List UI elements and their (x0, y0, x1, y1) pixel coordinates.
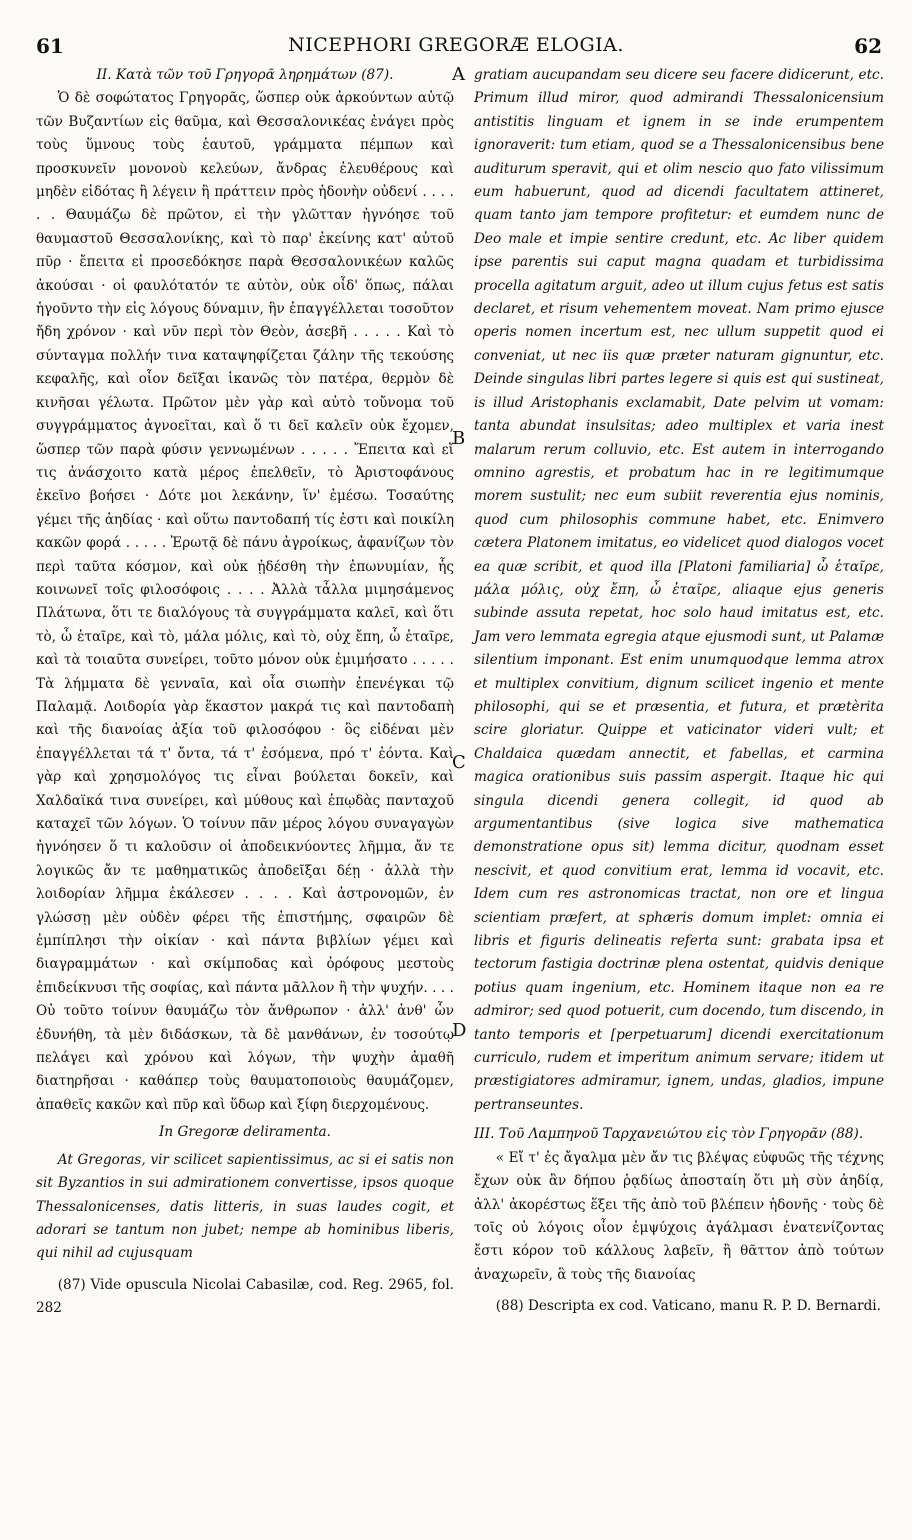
footnote-87: (87) Vide opuscula Nicolai Cabasilæ, cod. Reg. 2965, fol. 282 (36, 1276, 454, 1317)
page-number-left: 61 (36, 34, 64, 58)
margin-letter-a: A (452, 64, 465, 85)
section-heading-ii: II. Κατὰ τῶν τοῦ Γρηγορᾶ ληρημάτων (87). (96, 67, 394, 83)
margin-letter-c: C (452, 752, 466, 773)
greek-text-iii: « Εἴ τ' ἐς ἄγαλμα μὲν ἄν τις βλέψας εὐφυῶς τῆς τέχνης ἔχων οὐκ ἂν δήπου ῥᾳδίως ἀποσταίη ὅτι μὴ σὺν ἀηδίᾳ, ἀλλ' ἀκορέστως ἕξει τῆς ἀπὸ τοῦ βλέπειν ἡδονῆς · τοὺς δὲ τοῖς οὐ λόγοις οἷον ἐμψύχοις ἀγάλμασι ἐνατενίζοντας ἔστι κόρον τοῦ κάλλους λαβεῖν, ἢ θᾶττον ἀπὸ τούτων ἀναχωρεῖν, ἃ τοὺς τῆς διανοίας (474, 1149, 884, 1283)
margin-letter-d: D (452, 1020, 467, 1041)
latin-text-left: At Gregoras, vir scilicet sapientissimus, ac si ei satis non sit Byzantios in sui admirationem convertisse, ipsos quoque Thessalonicenses, datis litteris, in suas laudes cogit, et adorari se tantum non jubet; nempe ab hominibus liberis, qui nihil ad cujusquam (36, 1151, 454, 1262)
right-column (474, 64, 884, 1319)
greek-text-ii: Ὁ δὲ σοφώτατος Γρηγορᾶς, ὥσπερ οὐκ ἀρκούντων αὐτῷ τῶν Βυζαντίων εἰς θαῦμα, καὶ Θεσσαλονικέας ἐνάγει πρὸς τοὺς ὕμνους τοὺς ἑαυτοῦ, γράμματα πέμπων καὶ προσκυνεῖν μονονοὺ κελεύων, ἄνδρας ἐλευθέρους καὶ μηδὲν εἰδότας ἢ λέγειν ἢ πράττειν πρὸς ἡδονὴν οὐδενί . . . . . . Θαυμάζω δὲ πρῶτον, εἰ τὴν γλῶτταν ἠγνόησε τοῦ θαυμαστοῦ Θεσσαλονίκης, καὶ τὸ παρ' ἐκείνης κατ' αὐτοῦ πῦρ · ἔπειτα εἰ προσεδόκησε παρὰ Θεσσαλονικέων καλῶς ἀκούσαι · οἱ φαυλότατόν τε αὐτὸν, οὐκ οἶδ' ὅπως, πάλαι ἡγοῦντο τὴν εἰς λόγους δύναμιν, ἣν ἐπαγγέλλεται τοσοῦτον ἤδη χρόνον · καὶ νῦν περὶ τὸν Θεὸν, ἀσεβῆ . . . . . Καὶ τὸ σύνταγμα πολλήν τινα καταψηφίζεται ζάλην τῆς τεκούσης κεφαλῆς, καὶ οἷον δεῖξαι ἱκανῶς τὸν πατέρα, θερμὸν δὲ κινῆσαι γέλωτα. Πρῶτον μὲν γὰρ καὶ αὐτὸ τοὔνομα τοῦ συγγράμματος ἀγνοεῖται, καὶ ὅ τι δεῖ καλεῖν οὐκ ἔχομεν, ὥσπερ τῶν παρὰ φύσιν γεννωμένων . . . . . Ἔπειτα καὶ εἴ τις ἀνάσχοιτο κατὰ μέρος ἐπελθεῖν, τὸ Ἀριστοφάνους ἐκεῖνο βοήσει · Δότε μοι λεκάνην, ἵν' ἐμέσω. Τοσαύτης γέμει τῆς ἀηδίας · καὶ οὕτω παντοδαπή τίς ἐστι καὶ ποικίλη κακῶν φορά . . . . . Ἐρωτᾷ δὲ πάνυ ἀγροίκως, ἀφανίζων τὸν περὶ ταῦτα κόσμον, καὶ οὐκ ᾐδέσθη τὴν ἐπωνυμίαν, ἧς κοινωνεῖ τοῖς φιλοσόφοις . . . . Ἀλλὰ τἆλλα μιμησάμενος Πλάτωνα, ὅτι τε διαλόγους τὰ συγγράμματα καλεῖ, καὶ ὅτι τὸ, ὦ ἑταῖρε, καὶ τὸ, μάλα μόλις, καὶ τὸ, οὐχ ἔπη, ὦ ἑταῖρε, καὶ τὰ τοιαῦτα συνείρει, τοῦτο μόνον οὐκ ἐμιμήσατο . . . . . Τὰ λήμματα δὲ γενναῖα, καὶ οἷα σιωπὴν ἐπενέγκαι τῷ Παλαμᾷ. Λοιδορία γὰρ ἕκαστον μακρά τις καὶ παντοδαπὴ καὶ τῆς διανοίας ἀξία τοῦ φιλοσόφου · ὃς εἰδέναι μὲν ἐπαγγέλλεται τά τ' ὄντα, τά τ' ἐσόμενα, πρό τ' ἐόντα. Καὶ γὰρ καὶ χρησμολόγος τις εἶναι βούλεται δοκεῖν, καὶ Χαλδαϊκά τινα συνείρει, καὶ μύθους καὶ ἐπῳδὰς πανταχοῦ καταχεῖ τῶν λόγων. Ὁ τοίνυν πᾶν μέρος λόγου συναγαγὼν ἠγνόησεν ὅ τι καλοῦσιν οἱ ἀποδεικνύοντες λῆμμα, ἄν τε λογικῶς ἄν τε μαθηματικῶς ἀποδεῖξαι δέῃ · ἀλλὰ τὴν λοιδορίαν λῆμμα ἐκάλεσεν . . . . Καὶ ἀστρονομῶν, ἐν γλώσσῃ μὲν οὐδὲν φέρει τῆς ἐπιστήμης, σφαιρῶν δὲ ἐμπίπλησι τὴν οἰκίαν · καὶ πάντα βιβλίων γέμει καὶ διαγραμμάτων · καὶ σκίμποδας καὶ ὀρόφους μεστοὺς ἐπιδείκνυσι τῆς σοφίας, καὶ πάντα μᾶλλον ἢ τὴν ψυχήν. . . . Οὐ τοῦτο τοίνυν θαυμάζω τὸν ἄνθρωπον · ἀλλ' ἀνθ' ὧν ἐδυνήθη, τὰ μὲν διδάσκων, τὰ δὲ μανθάνων, ἐν τοσούτῳ πελάγει καὶ χρόνου καὶ λόγων, τὴν ψυχὴν ἀμαθῆ διατηρῆσαι · καθάπερ τοὺς θαυματοποιοὺς θαυμάζομεν, ἀπαθεῖς κακῶν καὶ πῦρ καὶ ὕδωρ καὶ ξίφη διερχομένους. (36, 90, 454, 1113)
margin-letter-b: B (452, 428, 466, 449)
latin-text-right: gratiam aucupandam seu dicere seu facere didicerunt, etc. Primum illud miror, quod admirandi Thessalonicensium antistitis linguam et ignem in se inde erumpentem ignoraverit: tum etiam, quod se a Thessalonicensibus bene auditurum speravit, qui et olim nescio quo fato vilissimum eum habuerunt, quod ad dicendi facultatem attineret, quam tanto jam tempore profitetur: et eumdem nunc de Deo male et impie sentire credunt, etc. Ac liber quidem ipse parentis sui caput magna quadam et turbidissima procella agitatum arguit, adeo ut illum cujus fetus est satis declaret, et risum vehementem moveat. Nam primo ejusce operis nomen incertum est, nec ullum suppetit quod ei conveniat, ut nec iis quæ præter naturam gignuntur, etc. Deinde singulas libri partes legere si quis est qui sustineat, is illud Aristophanis exclamabit, Date pelvim ut vomam: tanta abundat insulsitas; adeo multiplex et varia inest malarum rerum colluvio, etc. Est autem in interrogando omnino agrestis, et probatum hac in re legitimumque morem sustulit; nec eum subiit reverentia ejus nominis, quod cum philosophis commune habet, etc. Enimvero cætera Platonem imitatus, eo videlicet quod dialogos vocet ea quæ scribit, et quod illa [Platoni familiaria] ὦ ἑταῖρε, μάλα μόλις, οὐχ ἔπη, ὦ ἑταῖρε, aliaque ejus generis subinde assuta repetat, hoc solo haud imitatus est, etc. Jam vero lemmata egregia atque ejusmodi sunt, ut Palamæ silentium imponant. Est enim unumquodque lemma atrox et multiplex convitium, dignum scilicet ingenio et mente philosophi, qui se et præsentia, et futura, et prætèrita scire gloriatur. Quippe et vaticinator videri vult; et Chaldaica quædam annectit, et fabellas, et carmina magica orationibus suis passim aspergit. Itaque hic qui singula dicendi genera collegit, id quod ab argumentantibus (sive logica sive mathematica demonstratione opus sit) lemma dicitur, quodnam esset nescivit, et quod convitium erat, lemma id vocavit, etc. Idem cum res astronomicas tractat, non ore et lingua scientiam præfert, at sphæris domum implet: omnia ei libris et figuris delineatis referta sunt: grabata ipsa et tectorum fastigia doctrinæ plena ostentat, quidvis denique potius quam ingenium, etc. Hominem itaque non ea re admiror; sed quod potuerit, cum docendo, tum discendo, in tanto temporis et [perpetuarum] dicendi exercitationum curriculo, rudem et imperitum animum servare; itidem ut præstigiatores admiramur, ignem, undas, gladios, impune pertranseuntes. (474, 67, 884, 1113)
section-heading-iii: III. Τοῦ Λαμπηνοῦ Ταρχανειώτου εἰς τὸν Γρηγορᾶν (88). (474, 1126, 864, 1143)
page-number-right: 62 (854, 34, 882, 58)
latin-heading: In Gregoræ deliramenta. (159, 1124, 331, 1141)
footnote-88: (88) Descripta ex cod. Vaticano, manu R. P. D. Bernardi. (495, 1298, 881, 1315)
left-column (36, 64, 454, 1321)
running-title: NICEPHORI GREGORÆ ELOGIA. (288, 34, 624, 56)
